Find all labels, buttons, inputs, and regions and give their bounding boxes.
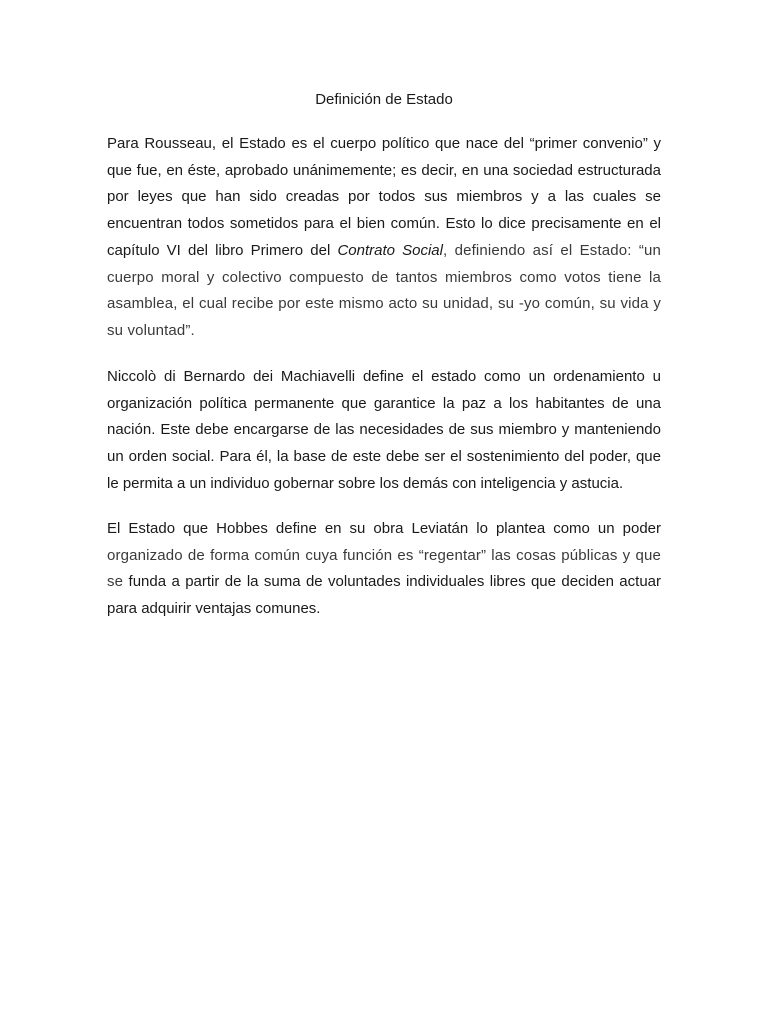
- paragraph-rousseau: [107, 131, 661, 345]
- book-title-contrato-social: Contrato Social: [337, 241, 443, 259]
- paragraph-machiavelli: Niccolò di Bernardo dei Machiavelli define el estado como un ordenamiento u organización política permanente que garantice la paz a los habitantes de una nación. Este debe encargarse de las necesidades de sus miembro y manteniendo un orden social. Para él, la base de este debe ser el sostenimiento del poder, que le permita a un individuo gobernar sobre los demás con inteligencia y astucia.: [107, 368, 661, 492]
- paragraph-hobbes-text-1: El Estado que Hobbes define en su obra Leviatán lo plantea como un poder: [107, 520, 661, 537]
- paragraph-hobbes: [107, 516, 661, 623]
- paragraph-rousseau-text-1: Para Rousseau, el Estado es el cuerpo político que nace del “primer convenio” y que fue, en éste, aprobado unánimemente; es decir, en una sociedad estructurada por leyes que han sido creadas por todos sus miembros y a las cuales se encuentran todos sometidos para el bien común. Esto lo dice precisamente en el capítulo VI del libro Primero del: [107, 135, 661, 259]
- document-title: Definición de Estado: [315, 91, 453, 108]
- paragraph-hobbes-text-3: funda a partir de la suma de voluntades individuales libres que deciden actuar para adquirir ventajas comunes.: [107, 573, 661, 618]
- paragraph-hobbes-text-2: organizado de forma común cuya función es “regentar” las cosas públicas y que se: [107, 546, 661, 591]
- paragraph-rousseau-text-2: , definiendo así el Estado: “un cuerpo moral y colectivo compuesto de tantos miembros como votos tiene la asamblea, el cual recibe por este mismo acto su unidad, su -yo común, su vida y su voluntad”.: [107, 241, 661, 339]
